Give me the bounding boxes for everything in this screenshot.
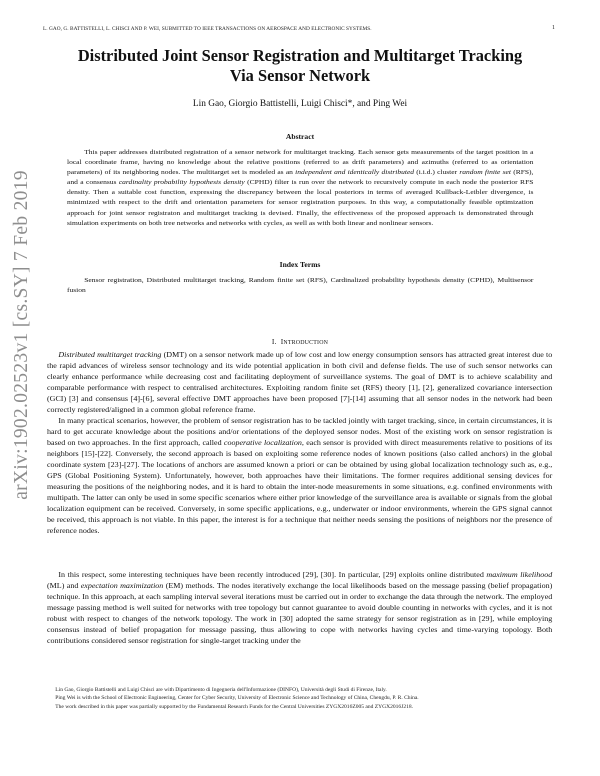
footnote-affiliation-1: Lin Gao, Giorgio Battistelli and Luigi Chisci are with Dipartimento di Ingegneria dell'Informazione (DINFO), Università degli Studi di Firenze, Italy. (55, 687, 387, 693)
arxiv-identifier-stamp: arXiv:1902.02523v1 [cs.SY] 7 Feb 2019 (11, 170, 32, 500)
footnote-funding: The work described in this paper was partially supported by the Fundamental Research Funds for the Central Universities ZYGX2016Z005 and ZYGX2016J218. (55, 703, 414, 710)
running-head: L. GAO, G. BATTISTELLI, L. CHISCI AND P. WEI, SUBMITTED TO IEEE TRANSACTIONS ON AEROSPACE AND ELECTRONIC SYSTEMS. (43, 26, 372, 32)
paragraph-text: In many practical scenarios, however, the problem of sensor registration has to be tackled jointly with target tracking, since, in certain circumstances, it is hard to get accurate knowledge about the positions and/or orientations of the deployed sensor nodes. Most of the existing work on sensor registration is based on two approaches. In the first approach, called (47, 417, 553, 448)
term-emphasis: expectation maximization (80, 582, 164, 591)
term-emphasis: Distributed multitarget tracking (58, 351, 162, 359)
abstract-text-segment: (i.i.d.) cluster (414, 169, 460, 177)
intro-paragraph-3 (47, 570, 552, 647)
footnotes (47, 686, 554, 711)
page-number: 1 (552, 25, 555, 31)
intro-paragraph-2 (47, 416, 552, 538)
section-number: I. (271, 337, 277, 346)
paragraph-text: , each sensor is provided with direct measurements relative to positions of its neighbors [15]-[22]. Conversely, the second approach is based on exploiting some reference nodes of known positions (also called anchors) in the global coordinate system [23]-[27]. The locations of anchors are assumed known a priori or can be obtained by using global localization technology such as, e.g., GPS (Global Positioning System). Unfortunately, however, both approaches have their limitations. The former requires additional sensing devices for measuring the positions of the neighboring nodes, and it is hard to obtain the inter-node measurements in some situations, e.g. confined environments with multipath. The latter can only be used in some specific scenarios where either prior knowledge of the surveillance area is available or signals from the global localization equipment can be received. Conversely, in some specific applications, e.g., underwater or indoor environments, wherein the GPS signal cannot be received, this approach is not viable. In this paper, the interest is for a technique that neither needs sensing the positions of neighbors nor the presence of reference nodes. (47, 439, 553, 536)
abstract-emphasis: cardinality probability hypothesis density (118, 179, 245, 187)
intro-paragraph-1 (47, 350, 552, 416)
paper-title-line-1: Distributed Joint Sensor Registration and Multitarget Tracking (77, 46, 523, 65)
index-terms-heading: Index Terms (279, 260, 321, 269)
footnote-affiliation-2: Ping Wei is with the School of Electronic Engineering, Center for Cyber Security, University of Electronic Science and Technology of China, Chengdu, P. R. China. (55, 695, 419, 702)
paragraph-text: In this respect, some interesting techniques have been recently introduced [29], [30]. In particular, [29] exploits online distributed (58, 571, 487, 579)
author-list: Lin Gao, Giorgio Battistelli, Luigi Chisci*, and Ping Wei (192, 99, 408, 109)
abstract-text-segment: (RFS), and a consensus (67, 169, 534, 187)
section-heading-introduction (60, 337, 540, 346)
abstract-body (67, 148, 533, 229)
paragraph-text: (EM) methods. The nodes iteratively exchange the local likelihoods based on the message passing (belief propagation) technique. In this approach, at each sampling interval several iterations must be carried out in order to exchange the data through the network. The employed message passing method is well suited for networks with tree topology but cannot guarantee to avoid double counting in networks with cycles, and it is not robust with respect to changes of the network topology. The work in [30] adopted the same strategy for sensor registration as in [29], while employing consensus instead of belief propagation for message passing, thus allowing to cope with networks having cycles and time-varying topology. Both contributions considered sensor registration for single-target tracking under the (47, 582, 553, 646)
paragraph-text: (ML) and (47, 582, 81, 591)
abstract-text-segment: (CPHD) filter is run over the network to recursively compute in each node the posterior RFS density. Then a suitable cost function, expressing the discrepancy between the local posteriors in terms of averaged Kullback-Leibler divergence, is minimized with respect to the drift and orientation parameters for sensor registration purposes. In this way, a computationally feasible optimization approach for joint sensor registraton and multitarget tracking is devised. Finally, the effectiveness of the proposed approach is demonstrated through simulation experiments on both tree networks and networks with cycles, as well as with both linear and nonlinear sensors. (67, 179, 534, 227)
index-terms-body: Sensor registration, Distributed multitarget tracking, Random finite set (RFS), Cardinalized probability hypothesis density (CPHD), Multisensor fusion (67, 277, 534, 295)
abstract-heading: Abstract (285, 132, 315, 141)
abstract-emphasis: independent and identically distributed (295, 169, 415, 177)
paragraph-text: (DMT) on a sensor network made up of low cost and low energy consumption sensors has attracted great interest due to the rapid advances of wireless sensor technology and its wide potential application in both civil and defense fields. The use of such sensor networks can clearly enhance performance while decreasing cost and facilitating deployment of surveillance systems. The goal of DMT is to achieve scalability and comparable performance with respect to centralised architectures. Exploiting random finite set (RFS) theory [1], [2], generalized covariance intersection (GCI) [3] and consensus [4]-[6], several effective DMT approaches have been proposed [7]-[14] assuming that all sensor nodes in the network had been correctly registered/aligned in a common global reference frame. (47, 351, 553, 415)
section-title-rest: NTRODUCTION (283, 340, 329, 346)
term-emphasis: cooperative localization (223, 439, 302, 448)
term-emphasis: maximum likelihood (486, 571, 553, 579)
paper-title-line-2: Via Sensor Network (229, 65, 371, 85)
paper-title (40, 46, 560, 85)
abstract-text-segment: This paper addresses distributed registration of a sensor network for multitarget tracking. Each sensor gets measurements of the target position in a local coordinate frame, having no knowledge about the relative positions (referred to as drift parameters) and azimuths (referred to as orientation parameters) of its neighboring nodes. The multitarget set is modeled as an (67, 149, 534, 177)
section-title-initial: I (280, 337, 284, 346)
abstract-emphasis: random finite set (459, 169, 511, 177)
